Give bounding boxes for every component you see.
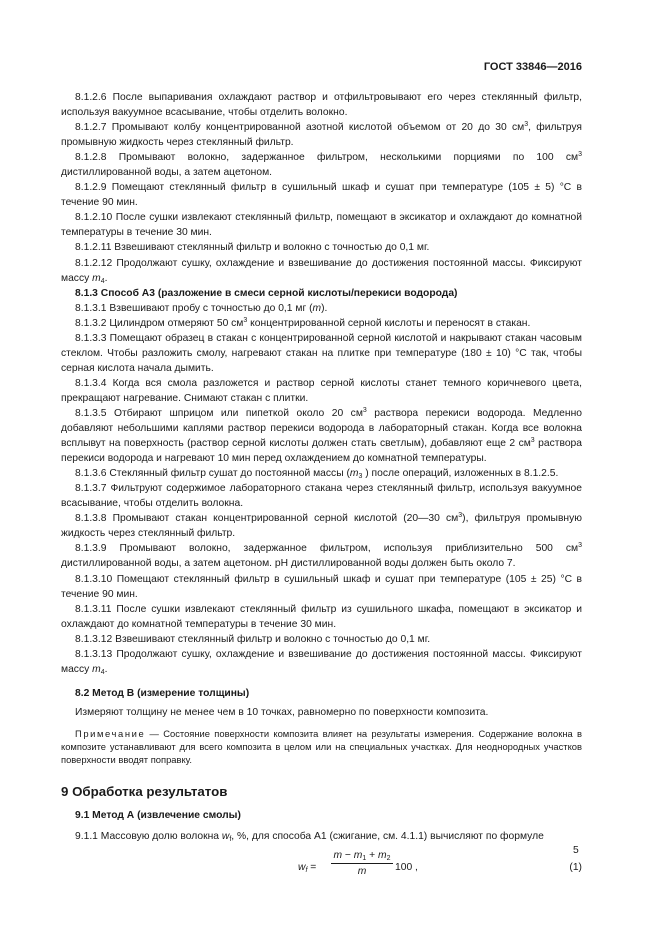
formula-lhs: $w_f$ = xyxy=(298,862,317,875)
clause-8-1-2-9: 8.1.2.9 Помещают стеклянный фильтр в сушильный шкаф и сушат при температуре (105 ± 5) °С в течение 90 мин. xyxy=(61,182,582,209)
clause-8-1-3-11: 8.1.3.11 После сушки извлекают стеклянный фильтр из сушильного шкафа, помещают в эксикатор и охлаждают до комнатной температуры в течение 30 мин. xyxy=(61,603,582,630)
formula-multiplier: 100 , xyxy=(395,862,418,874)
clause-8-1-3-8: 8.1.3.8 Промывают стакан концентрированной серной кислотой (20—30 $см^3$), фильтруя промывную жидкость через стеклянный фильтр. xyxy=(61,512,582,540)
paragraph-9-1-1: 9.1.1 Массовую долю волокна $w_f$, %, для способа А1 (сжигание, см. 4.1.1) вычисляют по формуле xyxy=(75,830,544,843)
clause-8-1-3-10: 8.1.3.10 Помещают стеклянный фильтр в сушильный шкаф и сушат при температуре (105 ± 25) °С в течение 90 мин. xyxy=(61,573,582,600)
clause-8-1-3-9: 8.1.3.9 Промывают волокно, задержанное фильтром, используя приблизительно 500 $см^3$ дистиллированной воды, а затем ацетоном. рН дистиллированной воды должен быть около 7. xyxy=(61,542,582,570)
clause-8-1-3-7: 8.1.3.7 Фильтруют содержимое лабораторного стакана через стеклянный фильтр, используя вакуумное всасывание, чтобы отделить волокна. xyxy=(61,483,582,510)
clause-8-1-3-13: 8.1.3.13 Продолжают сушку, охлаждение и взвешивание до достижения постоянной массы. Фиксируют массу $m_4$. xyxy=(61,648,582,676)
clause-8-1-2-6: 8.1.2.6 После выпаривания охлаждают раствор и отфильтровывают его через стеклянный фильтр, используя вакуумное всасывание, чтобы отделить волокно. xyxy=(61,92,582,119)
formula-fraction xyxy=(331,849,393,878)
clause-8-1-2-7: 8.1.2.7 Промывают колбу концентрированной азотной кислотой объемом от 20 до 30 $см^3$, фильтруя промывную жидкость через стеклянный фильтр. xyxy=(61,121,583,149)
clause-8-1-2-11: 8.1.2.11 Взвешивают стеклянный фильтр и волокно с точностью до 0,1 мг. xyxy=(75,242,430,254)
heading-9-1: 9.1 Метод А (извлечение смолы) xyxy=(75,809,241,821)
fraction-bar xyxy=(331,863,393,864)
clause-8-1-3-5: 8.1.3.5 Отбирают шприцом или пипеткой около 20 $см^3$ раствора перекиси водорода. Медленно добавляют небольшими каплями раствор перекиси водорода в лабораторный стакан. Когда все волокна всплывут на поверхность (раствор серной кислоты должен стать светлым), добавляют еще 2 $см^3$ раствора перекиси водорода и нагревают 10 мин перед охлаждением до комнатной температуры. xyxy=(61,406,583,465)
clause-8-1-3-3: 8.1.3.3 Помещают образец в стакан с концентрированной серной кислотой и накрывают стакан часовым стеклом. Чтобы разложить смолу, нагревают стакан на плитке при температуре (180 ± 10) °С так, чтобы серная кислота начала дымить. xyxy=(61,332,582,374)
clause-8-1-3-2: 8.1.3.2 Цилиндром отмеряют 50 $см^3$ концентрированной серной кислоты и переносят в стакан. xyxy=(75,316,531,329)
heading-8-1-3: 8.1.3 Способ А3 (разложение в смеси серной кислоты/перекиси водорода) xyxy=(75,287,458,299)
formula-1 xyxy=(61,849,582,883)
heading-8-2: 8.2 Метод В (измерение толщины) xyxy=(75,687,250,699)
procedure-a2-steps xyxy=(61,90,582,286)
clause-8-1-2-8: 8.1.2.8 Промывают волокно, задержанное фильтром, несколькими порциями по 100 $см^3$ дистиллированной воды, а затем ацетоном. xyxy=(61,151,582,179)
note-paragraph xyxy=(61,727,582,766)
section-9-title: 9 Обработка результатов xyxy=(61,783,228,799)
clause-8-1-3-12: 8.1.3.12 Взвешивают стеклянный фильтр и волокно с точностью до 0,1 мг. xyxy=(75,633,431,645)
formula-numerator: $m - m_1 + m_2$ xyxy=(333,850,391,863)
page-number: 5 xyxy=(573,845,579,856)
standard-code-header: ГОСТ 33846—2016 xyxy=(483,61,582,73)
procedure-a3-steps xyxy=(61,301,582,677)
formula-number: (1) xyxy=(569,862,582,874)
note-label: Примечание xyxy=(75,727,146,739)
clause-8-1-3-4: 8.1.3.4 Когда вся смола разложется и раствор серной кислоты станет темного коричневого цвета, прекращают нагревание. Снимают стакан с плитки. xyxy=(61,377,582,404)
paragraph-8-2: Измеряют толщину не менее чем в 10 точках, равномерно по поверхности композита. xyxy=(75,706,489,718)
clause-8-1-3-6: 8.1.3.6 Стеклянный фильтр сушат до постоянной массы ($m_3$ ) после операций, изложенных в 8.1.2.5. xyxy=(75,468,559,481)
clause-8-1-2-12: 8.1.2.12 Продолжают сушку, охлаждение и взвешивание до достижения постоянной массы. Фиксируют массу $m_4$. xyxy=(61,257,582,285)
clause-8-1-3-1: 8.1.3.1 Взвешивают пробу с точностью до 0,1 мг (m). xyxy=(75,302,328,314)
note-text: — Состояние поверхности композита влияет на результаты измерения. Содержание волокна в композите устанавливают для всего композита в целом или на специальных участках. Для неоднородных участков поверхности вводят поправку. xyxy=(61,727,582,765)
formula-denominator: m xyxy=(357,866,367,878)
clause-8-1-2-10: 8.1.2.10 После сушки извлекают стеклянный фильтр, помещают в эксикатор и охлаждают до комнатной температуры в течение 30 мин. xyxy=(61,212,582,239)
